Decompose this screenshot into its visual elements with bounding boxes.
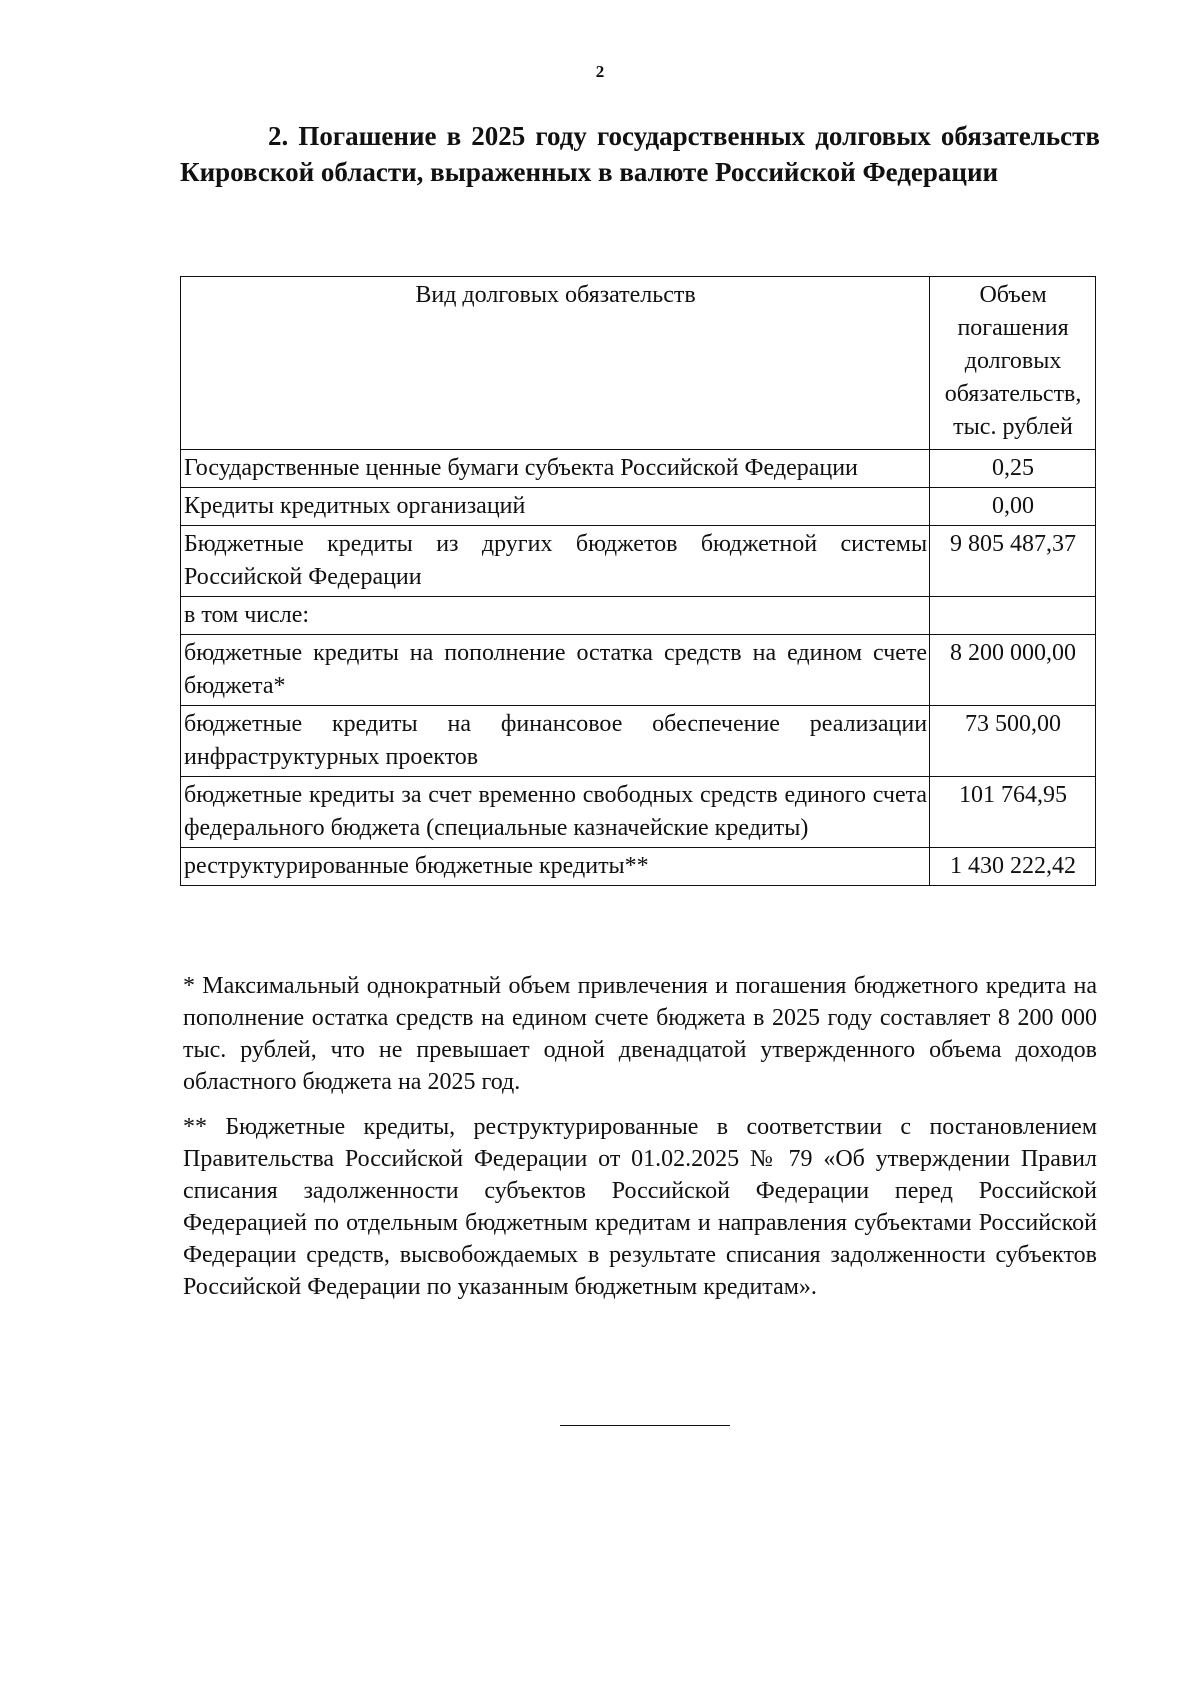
header-repayment-amount: Объем погашения долговых обязательств, тыс. рублей — [930, 277, 1096, 450]
table-header-row — [181, 277, 1096, 450]
table-row — [181, 526, 1096, 597]
table-row — [181, 488, 1096, 526]
footnote-double-asterisk: ** Бюджетные кредиты, реструктурированные в соответствии с постановлением Правительства Российской Федерации от 01.02.2025 № 79 «Об утверждении Правил списания задолженности субъектов Российской Федерации перед Российской Федерацией по отдельным бюджетным кредитам и направления субъектами Российской Федерации средств, высвобождаемых в результате списания задолженности субъектов Российской Федерации по указанным бюджетным кредитам». — [183, 1114, 1097, 1300]
row-amount: 9 805 487,37 — [930, 526, 1096, 597]
row-amount — [930, 597, 1096, 635]
footnote-single-asterisk: * Максимальный однократный объем привлечения и погашения бюджетного кредита на пополнение остатка средств на едином счете бюджета в 2025 году составляет 8 200 000 тыс. рублей, что не превышает одной двенадцатой утвержденного объема доходов областного бюджета на 2025 год. — [183, 973, 1097, 1095]
table-row — [181, 597, 1096, 635]
table-row — [181, 848, 1096, 886]
table-row — [181, 450, 1096, 488]
row-kind: Государственные ценные бумаги субъекта Российской Федерации — [181, 450, 930, 488]
section-heading: 2. Погашение в 2025 году государственных долговых обязательств Кировской области, выраженных в валюте Российской Федерации — [180, 121, 1100, 187]
row-kind: бюджетные кредиты за счет временно свободных средств единого счета федерального бюджета (специальные казначейские кредиты) — [181, 777, 930, 848]
footnotes — [183, 970, 1097, 1316]
row-kind: в том числе: — [181, 597, 930, 635]
table-row — [181, 706, 1096, 777]
row-amount: 101 764,95 — [930, 777, 1096, 848]
closing-rule — [560, 1425, 730, 1426]
row-kind: Бюджетные кредиты из других бюджетов бюджетной системы Российской Федерации — [181, 526, 930, 597]
row-amount: 0,00 — [930, 488, 1096, 526]
table-row — [181, 777, 1096, 848]
page-number: 2 — [595, 62, 605, 81]
row-kind: Кредиты кредитных организаций — [181, 488, 930, 526]
row-amount: 8 200 000,00 — [930, 635, 1096, 706]
row-amount: 73 500,00 — [930, 706, 1096, 777]
row-kind: реструктурированные бюджетные кредиты** — [181, 848, 930, 886]
debt-repayment-table — [180, 276, 1096, 886]
table-row — [181, 635, 1096, 706]
row-kind: бюджетные кредиты на пополнение остатка средств на едином счете бюджета* — [181, 635, 930, 706]
row-kind: бюджетные кредиты на финансовое обеспечение реализации инфраструктурных проектов — [181, 706, 930, 777]
header-debt-kind: Вид долговых обязательств — [181, 277, 930, 450]
row-amount: 1 430 222,42 — [930, 848, 1096, 886]
row-amount: 0,25 — [930, 450, 1096, 488]
